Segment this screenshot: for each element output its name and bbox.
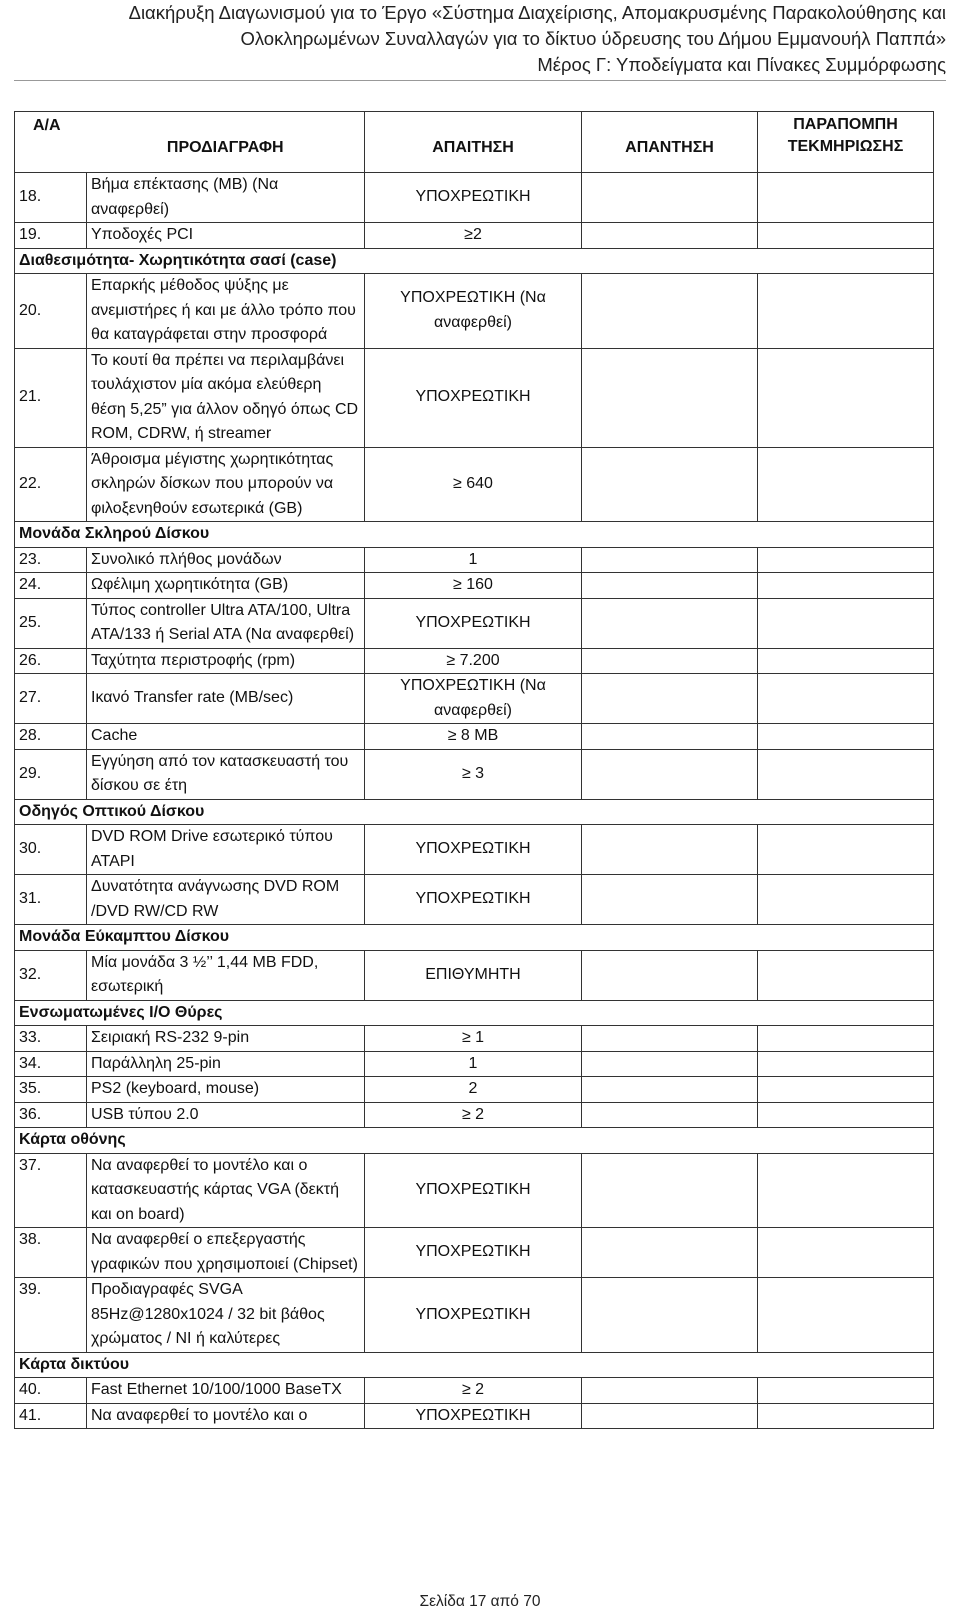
item-number: 20.	[15, 274, 87, 349]
table-row	[15, 173, 934, 223]
item-reference-cell	[758, 1378, 934, 1404]
table-row	[15, 724, 934, 750]
item-number: 37.	[15, 1153, 87, 1228]
table-row	[15, 825, 934, 875]
item-specification: Fast Ethernet 10/100/1000 BaseTX	[87, 1378, 365, 1404]
item-specification: Δυνατότητα ανάγνωσης DVD ROM /DVD RW/CD RW	[87, 875, 365, 925]
item-specification: Ταχύτητα περιστροφής (rpm)	[87, 648, 365, 674]
item-number: 24.	[15, 573, 87, 599]
item-reference-cell	[758, 724, 934, 750]
item-requirement: ≥ 3	[365, 749, 582, 799]
section-title: Κάρτα οθόνης	[15, 1128, 934, 1154]
document-header	[18, 0, 946, 78]
item-reference-cell	[758, 950, 934, 1000]
item-number: 39.	[15, 1278, 87, 1353]
item-requirement: 1	[365, 547, 582, 573]
item-number: 34.	[15, 1051, 87, 1077]
item-requirement: ΥΠΟΧΡΕΩΤΙΚΗ	[365, 1403, 582, 1429]
item-answer-cell	[582, 173, 758, 223]
item-answer-cell	[582, 1026, 758, 1052]
column-header-answer: ΑΠΑΝΤΗΣΗ	[582, 112, 758, 173]
item-answer-cell	[582, 1278, 758, 1353]
item-answer-cell	[582, 1051, 758, 1077]
table-section-row	[15, 1128, 934, 1154]
item-answer-cell	[582, 648, 758, 674]
item-requirement: ≥ 2	[365, 1378, 582, 1404]
page-number: Σελίδα 17 από 70	[419, 1593, 541, 1610]
item-answer-cell	[582, 547, 758, 573]
item-number: 30.	[15, 825, 87, 875]
item-requirement: ΥΠΟΧΡΕΩΤΙΚΗ (Να αναφερθεί)	[365, 274, 582, 349]
table-row	[15, 447, 934, 522]
item-answer-cell	[582, 1153, 758, 1228]
table-section-row	[15, 522, 934, 548]
item-number: 32.	[15, 950, 87, 1000]
item-answer-cell	[582, 1403, 758, 1429]
table-section-row	[15, 1352, 934, 1378]
table-section-row	[15, 925, 934, 951]
item-reference-cell	[758, 1026, 934, 1052]
table-section-row	[15, 799, 934, 825]
table-row	[15, 274, 934, 349]
item-answer-cell	[582, 598, 758, 648]
item-number: 40.	[15, 1378, 87, 1404]
item-specification: Βήμα επέκτασης (MB) (Να αναφερθεί)	[87, 173, 365, 223]
item-requirement: ΕΠΙΘΥΜΗΤΗ	[365, 950, 582, 1000]
item-reference-cell	[758, 1102, 934, 1128]
table-row	[15, 950, 934, 1000]
item-reference-cell	[758, 875, 934, 925]
section-title: Διαθεσιμότητα- Χωρητικότητα σασί (case)	[15, 248, 934, 274]
item-requirement: ≥ 160	[365, 573, 582, 599]
item-specification: Επαρκής μέθοδος ψύξης με ανεμιστήρες ή και με άλλο τρόπο που θα καταγράφεται στην προσφορά	[87, 274, 365, 349]
item-requirement: ΥΠΟΧΡΕΩΤΙΚΗ	[365, 1278, 582, 1353]
item-specification: Παράλληλη 25-pin	[87, 1051, 365, 1077]
item-answer-cell	[582, 674, 758, 724]
table-row	[15, 1077, 934, 1103]
table-row	[15, 1051, 934, 1077]
table-row	[15, 573, 934, 599]
header-part-title: Μέρος Γ: Υποδείγματα και Πίνακες Συμμόρφωσης	[537, 54, 946, 75]
item-reference-cell	[758, 825, 934, 875]
table-row	[15, 674, 934, 724]
table-row	[15, 1228, 934, 1278]
item-requirement: 2	[365, 1077, 582, 1103]
item-requirement: ΥΠΟΧΡΕΩΤΙΚΗ	[365, 825, 582, 875]
item-requirement: ΥΠΟΧΡΕΩΤΙΚΗ	[365, 875, 582, 925]
table-row	[15, 598, 934, 648]
item-requirement: ΥΠΟΧΡΕΩΤΙΚΗ	[365, 598, 582, 648]
table-header-row	[15, 112, 934, 173]
header-divider	[14, 80, 946, 81]
item-reference-cell	[758, 573, 934, 599]
item-specification: Το κουτί θα πρέπει να περιλαμβάνει τουλάχιστον μία ακόμα ελεύθερη θέση 5,25” για άλλον οδηγό όπως CD ROM, CDRW, ή streamer	[87, 348, 365, 447]
header-title-line-1: Διακήρυξη Διαγωνισμού για το Έργο «Σύστημα Διαχείρισης, Απομακρυσμένης Παρακολούθησης και	[128, 2, 946, 23]
item-reference-cell	[758, 547, 934, 573]
item-specification: Να αναφερθεί ο επεξεργαστής γραφικών που χρησιμοποιεί (Chipset)	[87, 1228, 365, 1278]
column-header-aa: Α/Α	[15, 112, 87, 173]
item-answer-cell	[582, 447, 758, 522]
item-reference-cell	[758, 1051, 934, 1077]
item-specification: Μία μονάδα 3 ½’’ 1,44 MB FDD, εσωτερική	[87, 950, 365, 1000]
table-row	[15, 1403, 934, 1429]
table-row	[15, 1026, 934, 1052]
item-reference-cell	[758, 598, 934, 648]
item-number: 26.	[15, 648, 87, 674]
item-specification: Ωφέλιμη χωρητικότητα (GB)	[87, 573, 365, 599]
item-requirement: 1	[365, 1051, 582, 1077]
item-requirement: ≥ 8 MB	[365, 724, 582, 750]
item-requirement: ΥΠΟΧΡΕΩΤΙΚΗ (Να αναφερθεί)	[365, 674, 582, 724]
table-row	[15, 1278, 934, 1353]
item-specification: Προδιαγραφές SVGA 85Hz@1280x1024 / 32 bit βάθος χρώματος / NI ή καλύτερες	[87, 1278, 365, 1353]
item-answer-cell	[582, 573, 758, 599]
item-specification: USB τύπου 2.0	[87, 1102, 365, 1128]
section-title: Κάρτα δικτύου	[15, 1352, 934, 1378]
item-answer-cell	[582, 348, 758, 447]
item-specification: Να αναφερθεί το μοντέλο και ο	[87, 1403, 365, 1429]
item-reference-cell	[758, 1077, 934, 1103]
item-reference-cell	[758, 1403, 934, 1429]
item-answer-cell	[582, 724, 758, 750]
item-number: 19.	[15, 223, 87, 249]
item-answer-cell	[582, 875, 758, 925]
item-number: 41.	[15, 1403, 87, 1429]
item-requirement: ΥΠΟΧΡΕΩΤΙΚΗ	[365, 173, 582, 223]
item-answer-cell	[582, 1378, 758, 1404]
item-reference-cell	[758, 749, 934, 799]
table-row	[15, 1102, 934, 1128]
item-specification: Ικανό Transfer rate (MB/sec)	[87, 674, 365, 724]
column-header-reference: ΠΑΡΑΠΟΜΠΗ ΤΕΚΜΗΡΙΩΣΗΣ	[758, 112, 934, 173]
item-answer-cell	[582, 825, 758, 875]
item-reference-cell	[758, 1278, 934, 1353]
item-number: 21.	[15, 348, 87, 447]
item-number: 31.	[15, 875, 87, 925]
item-reference-cell	[758, 1228, 934, 1278]
item-specification: Εγγύηση από τον κατασκευαστή του δίσκου σε έτη	[87, 749, 365, 799]
item-number: 28.	[15, 724, 87, 750]
item-specification: DVD ROM Drive εσωτερικό τύπου ATAPI	[87, 825, 365, 875]
table-row	[15, 875, 934, 925]
item-requirement: ≥ 7.200	[365, 648, 582, 674]
item-specification: Σειριακή RS-232 9-pin	[87, 1026, 365, 1052]
item-answer-cell	[582, 749, 758, 799]
item-reference-cell	[758, 648, 934, 674]
table-section-row	[15, 1000, 934, 1026]
column-header-requirement: ΑΠΑΙΤΗΣΗ	[365, 112, 582, 173]
item-answer-cell	[582, 1077, 758, 1103]
section-title: Οδηγός Οπτικού Δίσκου	[15, 799, 934, 825]
table-row	[15, 223, 934, 249]
item-number: 36.	[15, 1102, 87, 1128]
table-section-row	[15, 248, 934, 274]
table-row	[15, 1153, 934, 1228]
item-number: 29.	[15, 749, 87, 799]
item-answer-cell	[582, 274, 758, 349]
item-specification: Να αναφερθεί το μοντέλο και ο κατασκευαστής κάρτας VGA (δεκτή και on board)	[87, 1153, 365, 1228]
item-answer-cell	[582, 950, 758, 1000]
section-title: Μονάδα Εύκαμπτου Δίσκου	[15, 925, 934, 951]
item-answer-cell	[582, 1102, 758, 1128]
item-number: 35.	[15, 1077, 87, 1103]
item-specification: Άθροισμα μέγιστης χωρητικότητας σκληρών δίσκων που μπορούν να φιλοξενηθούν εσωτερικά (GB)	[87, 447, 365, 522]
item-specification: Τύπος controller Ultra ATA/100, Ultra ATA/133 ή Serial ATA (Να αναφερθεί)	[87, 598, 365, 648]
item-reference-cell	[758, 223, 934, 249]
item-reference-cell	[758, 274, 934, 349]
item-number: 23.	[15, 547, 87, 573]
item-number: 38.	[15, 1228, 87, 1278]
item-requirement: ≥ 1	[365, 1026, 582, 1052]
item-number: 33.	[15, 1026, 87, 1052]
table-row	[15, 547, 934, 573]
item-reference-cell	[758, 447, 934, 522]
table-row	[15, 648, 934, 674]
section-title: Μονάδα Σκληρού Δίσκου	[15, 522, 934, 548]
table-row	[15, 1378, 934, 1404]
item-specification: Συνολικό πλήθος μονάδων	[87, 547, 365, 573]
column-header-spec: ΠΡΟΔΙΑΓΡΑΦΗ	[87, 112, 365, 173]
table-row	[15, 348, 934, 447]
item-requirement: ≥ 2	[365, 1102, 582, 1128]
item-reference-cell	[758, 348, 934, 447]
item-number: 27.	[15, 674, 87, 724]
compliance-table	[14, 111, 934, 1429]
item-requirement: ΥΠΟΧΡΕΩΤΙΚΗ	[365, 1153, 582, 1228]
table-row	[15, 749, 934, 799]
item-requirement: ΥΠΟΧΡΕΩΤΙΚΗ	[365, 1228, 582, 1278]
item-specification: PS2 (keyboard, mouse)	[87, 1077, 365, 1103]
item-answer-cell	[582, 1228, 758, 1278]
item-requirement: ΥΠΟΧΡΕΩΤΙΚΗ	[365, 348, 582, 447]
item-reference-cell	[758, 1153, 934, 1228]
header-title-line-2: Ολοκληρωμένων Συναλλαγών για το δίκτυο ύδρευσης του Δήμου Εμμανουήλ Παππά»	[240, 28, 946, 49]
item-number: 18.	[15, 173, 87, 223]
item-answer-cell	[582, 223, 758, 249]
section-title: Ενσωματωμένες I/O Θύρες	[15, 1000, 934, 1026]
item-requirement: ≥ 640	[365, 447, 582, 522]
item-requirement: ≥2	[365, 223, 582, 249]
item-specification: Cache	[87, 724, 365, 750]
item-reference-cell	[758, 173, 934, 223]
item-specification: Υποδοχές PCI	[87, 223, 365, 249]
item-reference-cell	[758, 674, 934, 724]
item-number: 22.	[15, 447, 87, 522]
item-number: 25.	[15, 598, 87, 648]
